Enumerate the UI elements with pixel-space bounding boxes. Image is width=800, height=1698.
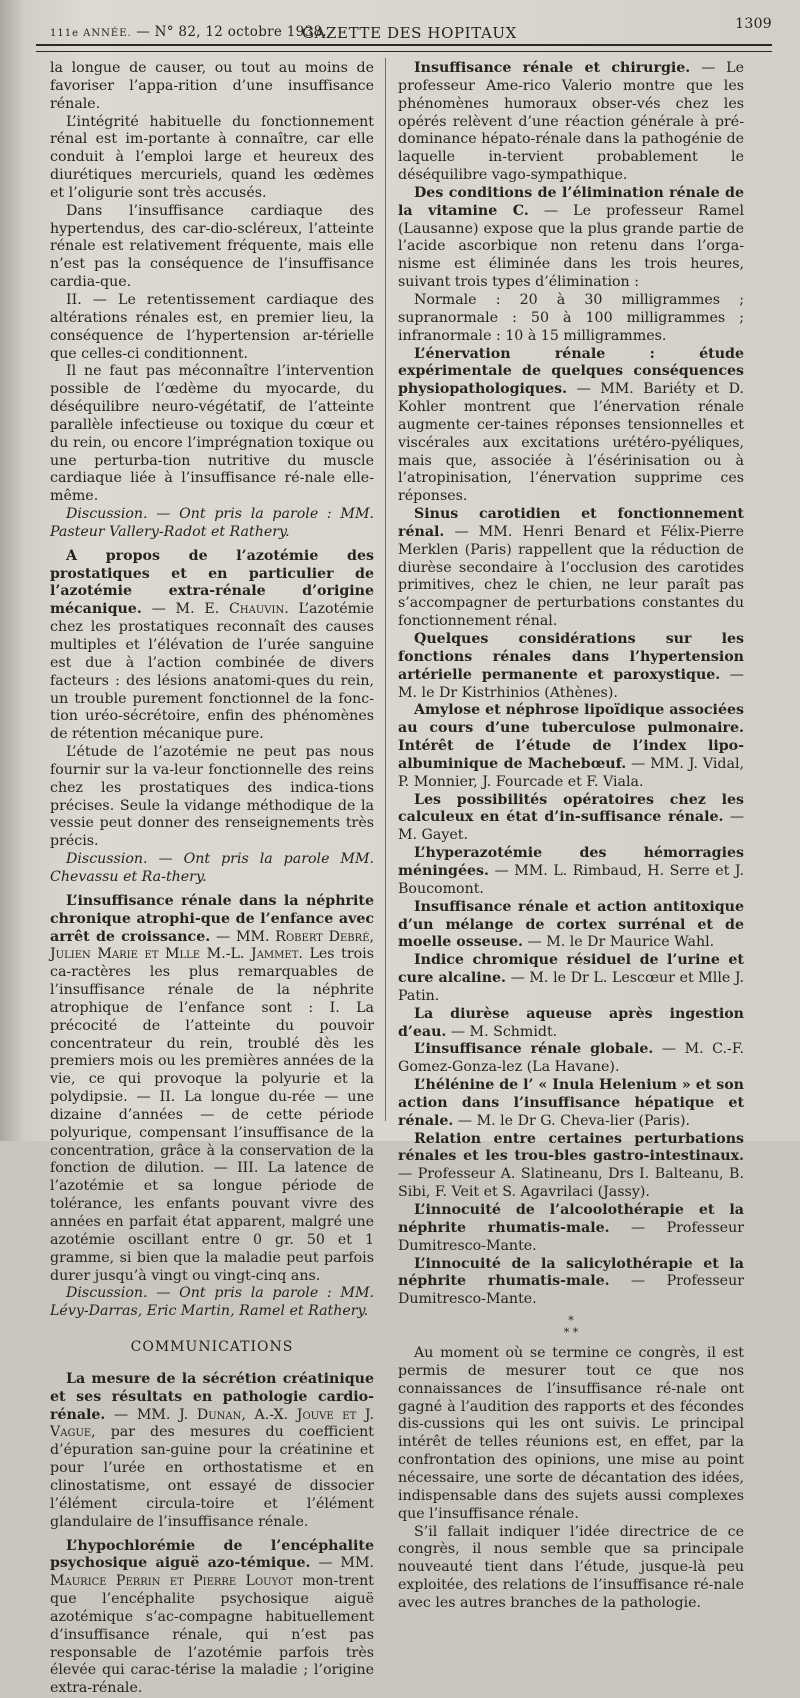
paragraph: Il ne faut pas méconnaître l’intervention possible de l’œdème du myocarde, du déséquilibre neuro-végétatif, de l’atteinte parallèle infectieuse ou toxique du cœur et du rein, ou encore l’imprégnation toxique ou une perturba-tion nutritive du muscle cardiaque liée à l’insuffisance ré-nale elle-même. xyxy=(50,363,374,506)
header-rule xyxy=(36,44,772,52)
article-azotemie xyxy=(50,548,374,744)
asterism-bottom: * * xyxy=(398,1327,744,1339)
article-body: — M. le Dr G. Cheva-lier (Paris). xyxy=(453,1113,690,1129)
article-body: — Professeur Dumitresco-Mante. xyxy=(398,1220,744,1254)
paragraph: Normale : 20 à 30 milligrammes ; supranormale : 50 à 100 milligrammes ; infranormale : 10 à 15 milligrammes. xyxy=(398,292,744,346)
article-title: Insuffisance rénale et chirurgie. xyxy=(414,60,690,76)
article-body: — M. le Dr Kistrhinios (Athènes). xyxy=(398,667,744,701)
article-title: L’hypochlorémie de l’encéphalite psychosique aiguë azo-témique. xyxy=(50,1538,374,1572)
issue-number-date: — N° 82, 12 octobre 1938. xyxy=(136,24,327,40)
article-title: A propos de l’azotémie des prostatiques et en particulier de l’azotémie extra-rénale d’origine mécanique. xyxy=(50,548,374,618)
article xyxy=(398,792,744,846)
article-title: La mesure de la sécrétion créatinique et ses résultats en pathologie cardio-rénale. xyxy=(50,1371,374,1423)
article-author: — M. E. Chauvin. xyxy=(152,601,289,617)
article-creatinine xyxy=(50,1371,374,1532)
article-title: Sinus carotidien et fonctionnement rénal. xyxy=(398,506,744,540)
paragraph: Au moment où se termine ce congrès, il est permis de mesurer tout ce que nos connaissances de l’insuffisance ré-nale ont gagné à l’audition des rapports et des fécondes dis-cussions qui les ont suivis. Le principal intérêt de telles réunions est, en effet, par la confrontation des opinions, une mise au point nécessaire, une sorte de décantation des idées, indispensable dans des sujets aussi complexes que l’insuffisance rénale. xyxy=(398,1345,744,1523)
article xyxy=(398,60,744,185)
article xyxy=(398,346,744,507)
paragraph: S’il fallait indiquer l’idée directrice de ce congrès, il nous semble que sa principale nouveauté tient dans l’étude, jusque-là peu exploitée, des relations de l’insuffisance ré-nale avec les autres branches de la pathologie. xyxy=(398,1524,744,1613)
article-author: — MM. Robert Debré, Julien Marie et Mlle M.-L. Jammet. xyxy=(50,929,374,963)
article-title: Amylose et néphrose lipoïdique associées au cours d’une tuberculose pulmonaire. Intérêt de l’étude de l’index lipo-albuminique de Machebœuf. xyxy=(398,702,744,772)
asterism-top: * xyxy=(398,1315,744,1327)
article-body: — M. C.-F. Gomez-Gonza-lez (La Havane). xyxy=(398,1041,744,1075)
article xyxy=(398,1006,744,1042)
article-body: — M. Schmidt. xyxy=(446,1024,557,1040)
article xyxy=(398,631,744,702)
article-body: L’azotémie chez les prostatiques reconnaît des causes multiples et l’élévation de l’urée sanguine est due à l’action combinée de divers facteurs : des lésions anatomi-ques du rein, un trouble purement fonctionnel de la fonc-tion uréo-sécrétoire, enfin des phénomènes de rétention mécanique pure. xyxy=(50,601,374,742)
discussion-note xyxy=(50,506,374,542)
article-body: — MM. J. Vidal, P. Monnier, J. Fourcade et F. Viala. xyxy=(398,756,744,790)
article xyxy=(398,1131,744,1202)
article xyxy=(398,1256,744,1310)
article-title: L’innocuité de la salicylothérapie et la néphrite rhumatis-male. xyxy=(398,1256,744,1290)
left-column xyxy=(50,60,374,1133)
article xyxy=(398,899,744,953)
article xyxy=(398,702,744,791)
discussion-text: Discussion. — Ont pris la parole : MM. Pasteur Vallery-Radot et Rathery. xyxy=(50,506,374,540)
article-body: — MM. Bariéty et D. Kohler montrent que l’énervation rénale augmente cer-taines réponses tensionnelles et viscérales aux excitations urétéro-pyéliques, mais que, associée à l’ésérinisation ou à l’atropinisation, l’énervation supprime ces réponses. xyxy=(398,381,744,504)
paragraph: la longue de causer, ou tout au moins de favoriser l’appa-rition d’une insuffisance rénale. xyxy=(50,60,374,114)
article-title: Insuffisance rénale et action antitoxique d’un mélange de cortex surrénal et de moelle osseuse. xyxy=(398,899,744,951)
article-hypochloremie xyxy=(50,1538,374,1698)
article-title: Indice chromique résiduel de l’urine et cure alcaline. xyxy=(398,952,744,986)
article-body: — M. le Dr Maurice Wahl. xyxy=(523,934,714,950)
article-title: L’hélénine de l’ « Inula Helenium » et son action dans l’insuffisance hépatique et rénale. xyxy=(398,1077,744,1129)
column-divider xyxy=(385,58,386,1121)
article-body: — MM. Henri Benard et Félix-Pierre Merklen (Paris) rappellent que la réduction de diurèse secondaire à l’occlusion des carotides primitives, chez le chien, ne leur paraît pas s’accompagner de perturbations constantes du fonctionnement rénal. xyxy=(398,524,744,629)
volume-year: 111e ANNÉE. xyxy=(50,28,132,39)
running-header xyxy=(40,14,772,40)
article-title: L’innocuité de l’alcoolothérapie et la néphrite rhumatis-male. xyxy=(398,1202,744,1236)
article-body: — MM. L. Rimbaud, H. Serre et J. Boucomont. xyxy=(398,863,744,897)
article xyxy=(398,1041,744,1077)
article-title: L’insuffisance rénale globale. xyxy=(414,1041,653,1057)
article-body: mon-trent que l’encéphalite psychosique aiguë azotémique s’ac-compagne habituellement d’insuffisance rénale, qui n’est pas responsable de l’azotémie parfois très élevée qui carac-térise la maladie ; l’origine extra-rénale. xyxy=(50,1573,374,1696)
article-title: L’énervation rénale : étude expérimentale de quelques conséquences physiopathologiques. xyxy=(398,346,744,398)
page-number: 1309 xyxy=(735,16,772,32)
discussion-text: Discussion. — Ont pris la parole MM. Chevassu et Ra-thery. xyxy=(50,851,374,885)
article-body: — Professeur Dumitresco-Mante. xyxy=(398,1273,744,1307)
discussion-note xyxy=(50,851,374,887)
issue-info xyxy=(50,24,327,40)
article xyxy=(398,1077,744,1131)
article xyxy=(398,506,744,631)
article-author: — MM. J. Dunan, A.-X. Jouve et J. Vague, xyxy=(50,1407,374,1441)
asterism xyxy=(398,1315,744,1339)
article-body: — M. Gayet. xyxy=(398,809,744,843)
article-title: Quelques considérations sur les fonctions rénales dans l’hypertension artérielle permanente et paroxystique. xyxy=(398,631,744,683)
article-title: Les possibilités opératoires chez les calculeux en état d’in-suffisance rénale. xyxy=(398,792,744,826)
article-title: Des conditions de l’élimination rénale de la vitamine C. xyxy=(398,185,744,219)
article-body: — Professeur A. Slatineanu, Drs I. Balteanu, B. Sibi, F. Veit et S. Agavrilaci (Jassy). xyxy=(398,1166,744,1200)
section-heading: COMMUNICATIONS xyxy=(50,1339,374,1357)
journal-title: GAZETTE DES HOPITAUX xyxy=(302,24,517,42)
article xyxy=(398,845,744,899)
article-author: — MM. Maurice Perrin et Pierre Louyot xyxy=(50,1555,374,1589)
paragraph: L’intégrité habituelle du fonctionnement rénal est im-portante à connaître, car elle conduit à l’emploi large et heureux des diurétiques mercuriels, quand les œdèmes et l’oligurie sont très accusés. xyxy=(50,114,374,203)
article-title: L’insuffisance rénale dans la néphrite chronique atrophi-que de l’enfance avec arrêt de croissance. xyxy=(50,893,374,945)
article-title: Relation entre certaines perturbations rénales et les trou-bles gastro-intestinaux. xyxy=(398,1131,744,1165)
paragraph: II. — Le retentissement cardiaque des altérations rénales est, en premier lieu, la conséquence de l’hypertension ar-térielle que celles-ci conditionnent. xyxy=(50,292,374,363)
article xyxy=(398,1202,744,1256)
article xyxy=(398,185,744,292)
discussion-text: Discussion. — Ont pris la parole : MM. Lévy-Darras, Eric Martin, Ramel et Rathery. xyxy=(50,1285,374,1319)
article-body: — M. le Dr L. Lescœur et Mlle J. Patin. xyxy=(398,970,744,1004)
article-nephrite xyxy=(50,893,374,1286)
article-body: — Le professeur Ramel (Lausanne) expose que la plus grande partie de l’acide ascorbique non retenu dans l’orga-nisme est éliminée dans les trois heures, suivant trois types d’élimination : xyxy=(398,203,744,290)
article-body: — Le professeur Ame-rico Valerio montre que les phénomènes humoraux obser-vés chez les opérés relèvent d’une réaction générale à pré-dominance hépato-rénale dans la pathogénie de laquelle in-tervient probablement le déséquilibre vago-sympathique. xyxy=(398,60,744,183)
article xyxy=(398,952,744,1006)
article-title: L’hyperazotémie des hémorragies méningées. xyxy=(398,845,744,879)
article-body: par des mesures du coefficient d’épuration san-guine pour la créatinine et pour l’urée en orthostatisme et en clinostatisme, ont essayé de dissocier l’élément circula-toire et l’élément glandulaire de l’insuffisance rénale. xyxy=(50,1424,374,1529)
paragraph: L’étude de l’azotémie ne peut pas nous fournir sur la va-leur fonctionnelle des reins chez les prostatiques des indica-tions précises. Seule la vidange méthodique de la vessie peut donner des renseignements très précis. xyxy=(50,744,374,851)
article-title: La diurèse aqueuse après ingestion d’eau. xyxy=(398,1006,744,1040)
discussion-note xyxy=(50,1285,374,1321)
paragraph: Dans l’insuffisance cardiaque des hypertendus, des car-dio-scléreux, l’atteinte rénale est relativement fréquente, mais elle n’est pas la conséquence de l’insuffisance cardia-que. xyxy=(50,203,374,292)
article-body: Les trois ca-ractères les plus remarquables de l’insuffisance rénale de la néphrite atrophique de l’enfance sont : I. La précocité de l’atteinte du pouvoir concentrateur du rein, troublé dès les premiers mois ou les premières années de la vie, ce qui provoque la polyurie et la polydipsie. — II. La longue du-rée — une dizaine d’années — de cette période polyurique, compensant l’insuffisance de la concentration, grâce à la conservation de la fonction de dilution. — III. La latence de l’azotémie et sa longue période de tolérance, les enfants pouvant vivre des années en parfait état apparent, malgré une azotémie oscillant entre 0 gr. 50 et 1 gramme, si bien que la maladie peut parfois durer jusqu’à vingt ou vingt-cinq ans. xyxy=(50,946,374,1283)
right-column xyxy=(398,60,744,1133)
